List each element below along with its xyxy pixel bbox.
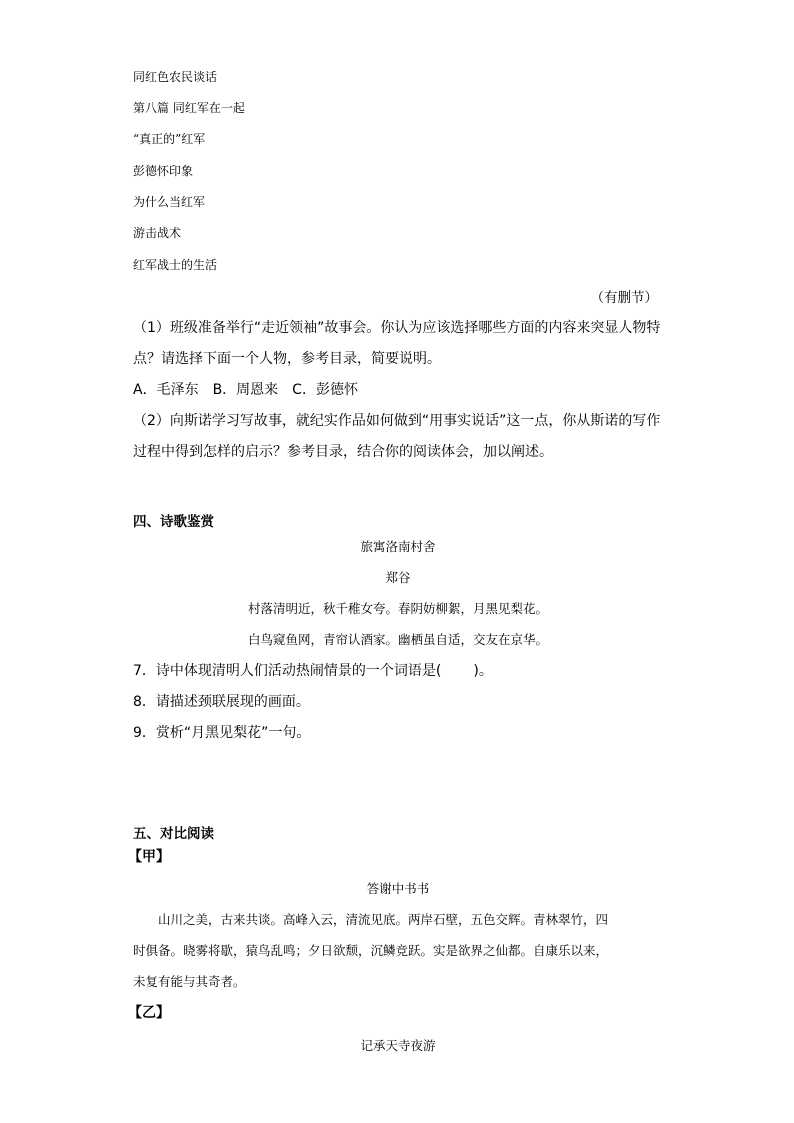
question-7: [133, 660, 493, 680]
question-8: 8．请描述颈联展现的画面。: [133, 694, 310, 710]
passage-label-yi: 【乙】: [128, 1005, 170, 1021]
passage-label-jia: 【甲】: [128, 849, 170, 865]
toc-item: 游击战术: [133, 226, 182, 240]
passage-line: 时俱备。晓雾将歇，猿鸟乱鸣；夕日欲颓，沉鳞竞跃。实是欲界之仙都。自康乐以来，: [133, 943, 609, 958]
question-1-line: （1）班级准备举行“走近领袖”故事会。你认为应该选择哪些方面的内容来突显人物特: [133, 320, 661, 336]
toc-item: 同红色农民谈话: [133, 70, 218, 84]
toc-item: “真正的”红军: [133, 132, 206, 146]
passage-line: 山川之美，古来共谈。高峰入云，清流见底。两岸石壁，五色交辉。青林翠竹，四: [133, 912, 609, 927]
passage-line: 未复有能与其奇者。: [133, 974, 246, 989]
poem-author: 郑谷: [385, 570, 411, 585]
poem-line: 白鸟窥鱼网，青帘认酒家。幽栖虽自适，交友在京华。: [247, 632, 548, 647]
poem-line: 村落清明近，秋千稚女夸。春阴妨柳絮，月黑见梨花。: [247, 601, 548, 616]
question-1-line: 点？请选择下面一个人物，参考目录，简要说明。: [133, 351, 441, 367]
question-1-options: A．毛泽东 B．周恩来 C．彭德怀: [133, 382, 358, 398]
toc-item: 第八篇 同红军在一起: [133, 101, 245, 115]
toc-item: 彭德怀印象: [133, 164, 194, 178]
question-2-line: （2）向斯诺学习写故事，就纪实作品如何做到“用事实说话”这一点，你从斯诺的写作: [133, 413, 661, 429]
section-heading: 五、对比阅读: [133, 826, 214, 842]
passage-title: 答谢中书书: [366, 881, 430, 896]
passage-title: 记承天寺夜游: [360, 1038, 436, 1053]
question-7-end: )。: [473, 663, 493, 679]
question-2-line: 过程中得到怎样的启示？参考目录，结合你的阅读体会，加以阐述。: [133, 444, 553, 460]
question-7-text: 7．诗中体现清明人们活动热闹情景的一个词语是(: [133, 663, 442, 679]
toc-note: （有删节）: [590, 290, 658, 306]
section-heading: 四、诗歌鉴赏: [133, 514, 214, 530]
poem-title: 旅寓洛南村舍: [360, 539, 436, 554]
toc-item: 红军战士的生活: [133, 258, 218, 272]
toc-item: 为什么当红军: [133, 195, 206, 209]
question-9: 9．赏析“月黑见梨花”一句。: [133, 725, 311, 741]
